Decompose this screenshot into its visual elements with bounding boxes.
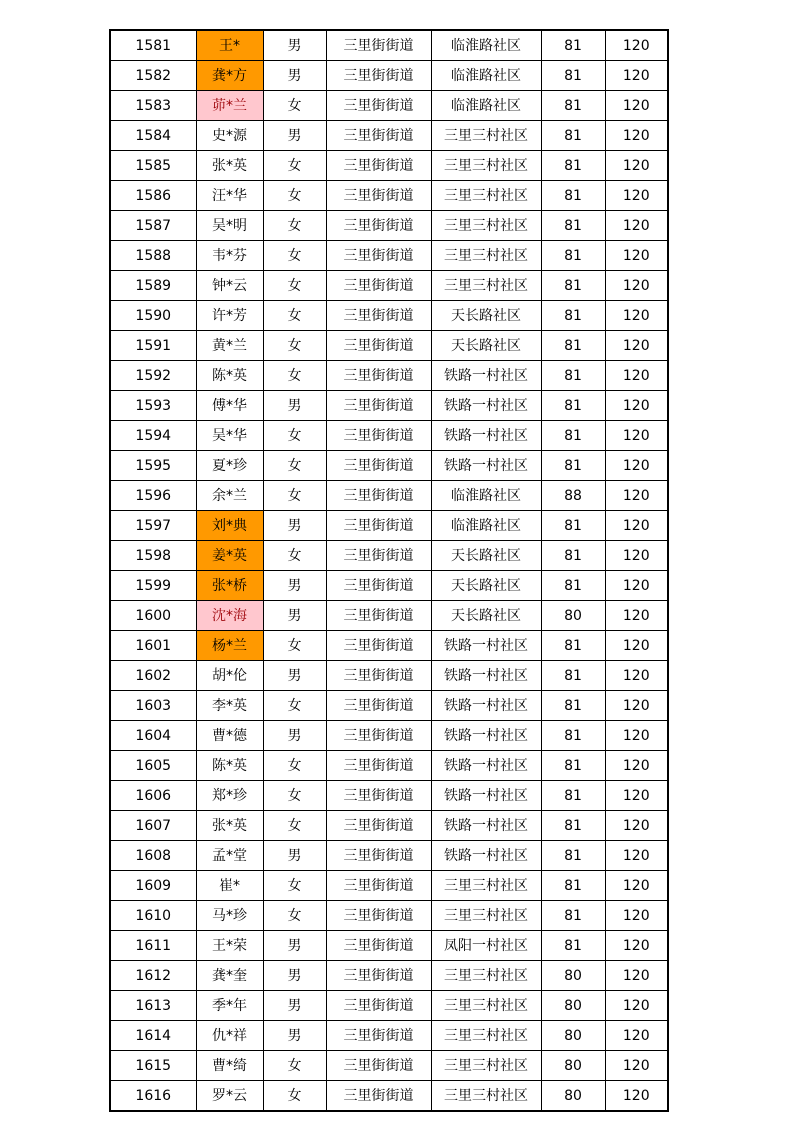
gender-cell: 男	[263, 991, 326, 1021]
table-row	[110, 691, 668, 721]
gender-cell: 男	[263, 601, 326, 631]
name-cell: 张*英	[196, 151, 263, 181]
street-cell: 三里街街道	[326, 781, 431, 811]
gender-cell: 男	[263, 121, 326, 151]
row-number-cell: 1591	[110, 331, 196, 361]
name-cell: 李*英	[196, 691, 263, 721]
age-cell: 81	[541, 91, 605, 121]
gender-cell: 女	[263, 151, 326, 181]
table-row	[110, 871, 668, 901]
community-cell: 三里三村社区	[431, 871, 541, 901]
row-number-cell: 1593	[110, 391, 196, 421]
street-cell: 三里街街道	[326, 901, 431, 931]
name-cell: 崔*	[196, 871, 263, 901]
gender-cell: 女	[263, 331, 326, 361]
age-cell: 81	[541, 30, 605, 61]
community-cell: 铁路一村社区	[431, 451, 541, 481]
table-row	[110, 30, 668, 61]
name-cell: 吴*明	[196, 211, 263, 241]
row-number-cell: 1587	[110, 211, 196, 241]
age-cell: 81	[541, 541, 605, 571]
street-cell: 三里街街道	[326, 511, 431, 541]
age-cell: 88	[541, 481, 605, 511]
amount-cell: 120	[605, 1081, 668, 1112]
age-cell: 81	[541, 181, 605, 211]
street-cell: 三里街街道	[326, 571, 431, 601]
amount-cell: 120	[605, 991, 668, 1021]
row-number-cell: 1588	[110, 241, 196, 271]
name-cell: 陈*英	[196, 751, 263, 781]
row-number-cell: 1589	[110, 271, 196, 301]
name-cell: 曹*德	[196, 721, 263, 751]
age-cell: 81	[541, 841, 605, 871]
name-cell: 张*桥	[196, 571, 263, 601]
name-cell: 姜*英	[196, 541, 263, 571]
community-cell: 凤阳一村社区	[431, 931, 541, 961]
amount-cell: 120	[605, 931, 668, 961]
row-number-cell: 1603	[110, 691, 196, 721]
table-row	[110, 1051, 668, 1081]
row-number-cell: 1582	[110, 61, 196, 91]
amount-cell: 120	[605, 181, 668, 211]
community-cell: 天长路社区	[431, 331, 541, 361]
gender-cell: 男	[263, 61, 326, 91]
name-cell: 余*兰	[196, 481, 263, 511]
table-row	[110, 901, 668, 931]
name-cell: 陈*英	[196, 361, 263, 391]
table-row	[110, 781, 668, 811]
street-cell: 三里街街道	[326, 871, 431, 901]
gender-cell: 女	[263, 691, 326, 721]
street-cell: 三里街街道	[326, 61, 431, 91]
name-cell: 韦*芬	[196, 241, 263, 271]
street-cell: 三里街街道	[326, 841, 431, 871]
name-cell: 胡*伦	[196, 661, 263, 691]
gender-cell: 女	[263, 361, 326, 391]
roster-table	[109, 29, 669, 1112]
age-cell: 81	[541, 61, 605, 91]
row-number-cell: 1585	[110, 151, 196, 181]
age-cell: 80	[541, 1051, 605, 1081]
table-row	[110, 241, 668, 271]
gender-cell: 男	[263, 571, 326, 601]
street-cell: 三里街街道	[326, 361, 431, 391]
table-row	[110, 541, 668, 571]
gender-cell: 男	[263, 391, 326, 421]
street-cell: 三里街街道	[326, 421, 431, 451]
row-number-cell: 1611	[110, 931, 196, 961]
row-number-cell: 1601	[110, 631, 196, 661]
age-cell: 81	[541, 241, 605, 271]
gender-cell: 女	[263, 181, 326, 211]
name-cell: 汪*华	[196, 181, 263, 211]
amount-cell: 120	[605, 331, 668, 361]
age-cell: 81	[541, 361, 605, 391]
street-cell: 三里街街道	[326, 1021, 431, 1051]
table-row	[110, 91, 668, 121]
row-number-cell: 1586	[110, 181, 196, 211]
amount-cell: 120	[605, 121, 668, 151]
row-number-cell: 1613	[110, 991, 196, 1021]
street-cell: 三里街街道	[326, 30, 431, 61]
name-cell: 茆*兰	[196, 91, 263, 121]
row-number-cell: 1596	[110, 481, 196, 511]
amount-cell: 120	[605, 421, 668, 451]
name-cell: 龚*方	[196, 61, 263, 91]
row-number-cell: 1581	[110, 30, 196, 61]
gender-cell: 女	[263, 781, 326, 811]
age-cell: 81	[541, 781, 605, 811]
street-cell: 三里街街道	[326, 751, 431, 781]
amount-cell: 120	[605, 211, 668, 241]
community-cell: 三里三村社区	[431, 181, 541, 211]
name-cell: 钟*云	[196, 271, 263, 301]
community-cell: 临淮路社区	[431, 481, 541, 511]
age-cell: 81	[541, 511, 605, 541]
gender-cell: 女	[263, 241, 326, 271]
name-cell: 杨*兰	[196, 631, 263, 661]
community-cell: 三里三村社区	[431, 241, 541, 271]
amount-cell: 120	[605, 841, 668, 871]
gender-cell: 男	[263, 721, 326, 751]
amount-cell: 120	[605, 30, 668, 61]
gender-cell: 女	[263, 541, 326, 571]
table-row	[110, 601, 668, 631]
community-cell: 三里三村社区	[431, 1021, 541, 1051]
gender-cell: 女	[263, 271, 326, 301]
row-number-cell: 1606	[110, 781, 196, 811]
amount-cell: 120	[605, 301, 668, 331]
amount-cell: 120	[605, 661, 668, 691]
gender-cell: 女	[263, 811, 326, 841]
street-cell: 三里街街道	[326, 541, 431, 571]
row-number-cell: 1584	[110, 121, 196, 151]
community-cell: 铁路一村社区	[431, 811, 541, 841]
gender-cell: 女	[263, 1081, 326, 1112]
row-number-cell: 1615	[110, 1051, 196, 1081]
age-cell: 81	[541, 751, 605, 781]
gender-cell: 男	[263, 931, 326, 961]
gender-cell: 男	[263, 841, 326, 871]
name-cell: 傅*华	[196, 391, 263, 421]
table-row	[110, 751, 668, 781]
street-cell: 三里街街道	[326, 991, 431, 1021]
amount-cell: 120	[605, 631, 668, 661]
gender-cell: 女	[263, 451, 326, 481]
street-cell: 三里街街道	[326, 91, 431, 121]
name-cell: 曹*绮	[196, 1051, 263, 1081]
street-cell: 三里街街道	[326, 1051, 431, 1081]
table-row	[110, 1021, 668, 1051]
amount-cell: 120	[605, 721, 668, 751]
age-cell: 81	[541, 331, 605, 361]
age-cell: 81	[541, 451, 605, 481]
age-cell: 81	[541, 661, 605, 691]
community-cell: 铁路一村社区	[431, 721, 541, 751]
name-cell: 马*珍	[196, 901, 263, 931]
community-cell: 铁路一村社区	[431, 781, 541, 811]
community-cell: 天长路社区	[431, 301, 541, 331]
street-cell: 三里街街道	[326, 151, 431, 181]
gender-cell: 女	[263, 421, 326, 451]
age-cell: 80	[541, 1021, 605, 1051]
gender-cell: 男	[263, 961, 326, 991]
row-number-cell: 1602	[110, 661, 196, 691]
table-row	[110, 841, 668, 871]
age-cell: 81	[541, 871, 605, 901]
row-number-cell: 1583	[110, 91, 196, 121]
name-cell: 史*源	[196, 121, 263, 151]
community-cell: 临淮路社区	[431, 30, 541, 61]
roster-body	[110, 30, 668, 1111]
gender-cell: 女	[263, 631, 326, 661]
age-cell: 81	[541, 301, 605, 331]
gender-cell: 女	[263, 871, 326, 901]
community-cell: 铁路一村社区	[431, 751, 541, 781]
community-cell: 三里三村社区	[431, 901, 541, 931]
age-cell: 81	[541, 211, 605, 241]
name-cell: 王*	[196, 30, 263, 61]
table-row	[110, 481, 668, 511]
name-cell: 黄*兰	[196, 331, 263, 361]
amount-cell: 120	[605, 541, 668, 571]
table-row	[110, 571, 668, 601]
row-number-cell: 1607	[110, 811, 196, 841]
row-number-cell: 1590	[110, 301, 196, 331]
age-cell: 81	[541, 901, 605, 931]
name-cell: 张*英	[196, 811, 263, 841]
age-cell: 81	[541, 691, 605, 721]
row-number-cell: 1616	[110, 1081, 196, 1112]
amount-cell: 120	[605, 691, 668, 721]
table-row	[110, 991, 668, 1021]
gender-cell: 男	[263, 30, 326, 61]
amount-cell: 120	[605, 1051, 668, 1081]
street-cell: 三里街街道	[326, 121, 431, 151]
amount-cell: 120	[605, 751, 668, 781]
street-cell: 三里街街道	[326, 601, 431, 631]
age-cell: 81	[541, 571, 605, 601]
amount-cell: 120	[605, 811, 668, 841]
street-cell: 三里街街道	[326, 721, 431, 751]
table-row	[110, 391, 668, 421]
amount-cell: 120	[605, 271, 668, 301]
age-cell: 81	[541, 121, 605, 151]
street-cell: 三里街街道	[326, 271, 431, 301]
age-cell: 81	[541, 421, 605, 451]
name-cell: 许*芳	[196, 301, 263, 331]
street-cell: 三里街街道	[326, 451, 431, 481]
community-cell: 天长路社区	[431, 571, 541, 601]
community-cell: 铁路一村社区	[431, 661, 541, 691]
amount-cell: 120	[605, 61, 668, 91]
table-row	[110, 451, 668, 481]
age-cell: 81	[541, 391, 605, 421]
amount-cell: 120	[605, 571, 668, 601]
community-cell: 临淮路社区	[431, 511, 541, 541]
row-number-cell: 1597	[110, 511, 196, 541]
row-number-cell: 1594	[110, 421, 196, 451]
community-cell: 铁路一村社区	[431, 361, 541, 391]
amount-cell: 120	[605, 1021, 668, 1051]
community-cell: 三里三村社区	[431, 151, 541, 181]
street-cell: 三里街街道	[326, 391, 431, 421]
table-row	[110, 421, 668, 451]
amount-cell: 120	[605, 781, 668, 811]
table-row	[110, 271, 668, 301]
table-row	[110, 151, 668, 181]
name-cell: 孟*堂	[196, 841, 263, 871]
street-cell: 三里街街道	[326, 931, 431, 961]
amount-cell: 120	[605, 511, 668, 541]
age-cell: 80	[541, 991, 605, 1021]
row-number-cell: 1612	[110, 961, 196, 991]
row-number-cell: 1614	[110, 1021, 196, 1051]
gender-cell: 女	[263, 211, 326, 241]
street-cell: 三里街街道	[326, 661, 431, 691]
street-cell: 三里街街道	[326, 301, 431, 331]
name-cell: 罗*云	[196, 1081, 263, 1112]
community-cell: 三里三村社区	[431, 271, 541, 301]
community-cell: 临淮路社区	[431, 61, 541, 91]
community-cell: 三里三村社区	[431, 1081, 541, 1112]
table-row	[110, 931, 668, 961]
table-row	[110, 361, 668, 391]
community-cell: 天长路社区	[431, 601, 541, 631]
name-cell: 夏*珍	[196, 451, 263, 481]
age-cell: 80	[541, 1081, 605, 1112]
row-number-cell: 1592	[110, 361, 196, 391]
street-cell: 三里街街道	[326, 1081, 431, 1112]
gender-cell: 女	[263, 1051, 326, 1081]
table-row	[110, 301, 668, 331]
amount-cell: 120	[605, 91, 668, 121]
street-cell: 三里街街道	[326, 181, 431, 211]
age-cell: 81	[541, 271, 605, 301]
amount-cell: 120	[605, 871, 668, 901]
table-row	[110, 181, 668, 211]
street-cell: 三里街街道	[326, 331, 431, 361]
street-cell: 三里街街道	[326, 481, 431, 511]
age-cell: 80	[541, 961, 605, 991]
gender-cell: 女	[263, 901, 326, 931]
amount-cell: 120	[605, 961, 668, 991]
table-row	[110, 121, 668, 151]
row-number-cell: 1609	[110, 871, 196, 901]
street-cell: 三里街街道	[326, 211, 431, 241]
name-cell: 季*年	[196, 991, 263, 1021]
table-row	[110, 511, 668, 541]
street-cell: 三里街街道	[326, 631, 431, 661]
amount-cell: 120	[605, 451, 668, 481]
table-row	[110, 631, 668, 661]
community-cell: 铁路一村社区	[431, 841, 541, 871]
street-cell: 三里街街道	[326, 691, 431, 721]
amount-cell: 120	[605, 391, 668, 421]
row-number-cell: 1600	[110, 601, 196, 631]
table-row	[110, 61, 668, 91]
street-cell: 三里街街道	[326, 811, 431, 841]
gender-cell: 女	[263, 301, 326, 331]
table-row	[110, 331, 668, 361]
age-cell: 81	[541, 631, 605, 661]
street-cell: 三里街街道	[326, 961, 431, 991]
community-cell: 三里三村社区	[431, 961, 541, 991]
amount-cell: 120	[605, 151, 668, 181]
row-number-cell: 1599	[110, 571, 196, 601]
row-number-cell: 1605	[110, 751, 196, 781]
name-cell: 龚*奎	[196, 961, 263, 991]
community-cell: 三里三村社区	[431, 991, 541, 1021]
name-cell: 吴*华	[196, 421, 263, 451]
community-cell: 铁路一村社区	[431, 631, 541, 661]
name-cell: 仇*祥	[196, 1021, 263, 1051]
age-cell: 80	[541, 601, 605, 631]
community-cell: 临淮路社区	[431, 91, 541, 121]
amount-cell: 120	[605, 361, 668, 391]
amount-cell: 120	[605, 901, 668, 931]
amount-cell: 120	[605, 481, 668, 511]
age-cell: 81	[541, 931, 605, 961]
row-number-cell: 1598	[110, 541, 196, 571]
table-row	[110, 211, 668, 241]
community-cell: 三里三村社区	[431, 1051, 541, 1081]
table-row	[110, 811, 668, 841]
community-cell: 铁路一村社区	[431, 391, 541, 421]
community-cell: 三里三村社区	[431, 211, 541, 241]
community-cell: 铁路一村社区	[431, 421, 541, 451]
age-cell: 81	[541, 151, 605, 181]
community-cell: 铁路一村社区	[431, 691, 541, 721]
gender-cell: 女	[263, 481, 326, 511]
community-cell: 天长路社区	[431, 541, 541, 571]
row-number-cell: 1595	[110, 451, 196, 481]
gender-cell: 男	[263, 511, 326, 541]
age-cell: 81	[541, 721, 605, 751]
table-row	[110, 1081, 668, 1112]
name-cell: 沈*海	[196, 601, 263, 631]
row-number-cell: 1608	[110, 841, 196, 871]
row-number-cell: 1610	[110, 901, 196, 931]
table-row	[110, 721, 668, 751]
gender-cell: 男	[263, 1021, 326, 1051]
gender-cell: 女	[263, 751, 326, 781]
row-number-cell: 1604	[110, 721, 196, 751]
table-row	[110, 961, 668, 991]
gender-cell: 女	[263, 91, 326, 121]
street-cell: 三里街街道	[326, 241, 431, 271]
amount-cell: 120	[605, 241, 668, 271]
amount-cell: 120	[605, 601, 668, 631]
community-cell: 三里三村社区	[431, 121, 541, 151]
gender-cell: 男	[263, 661, 326, 691]
table-row	[110, 661, 668, 691]
name-cell: 王*荣	[196, 931, 263, 961]
age-cell: 81	[541, 811, 605, 841]
name-cell: 刘*典	[196, 511, 263, 541]
name-cell: 郑*珍	[196, 781, 263, 811]
